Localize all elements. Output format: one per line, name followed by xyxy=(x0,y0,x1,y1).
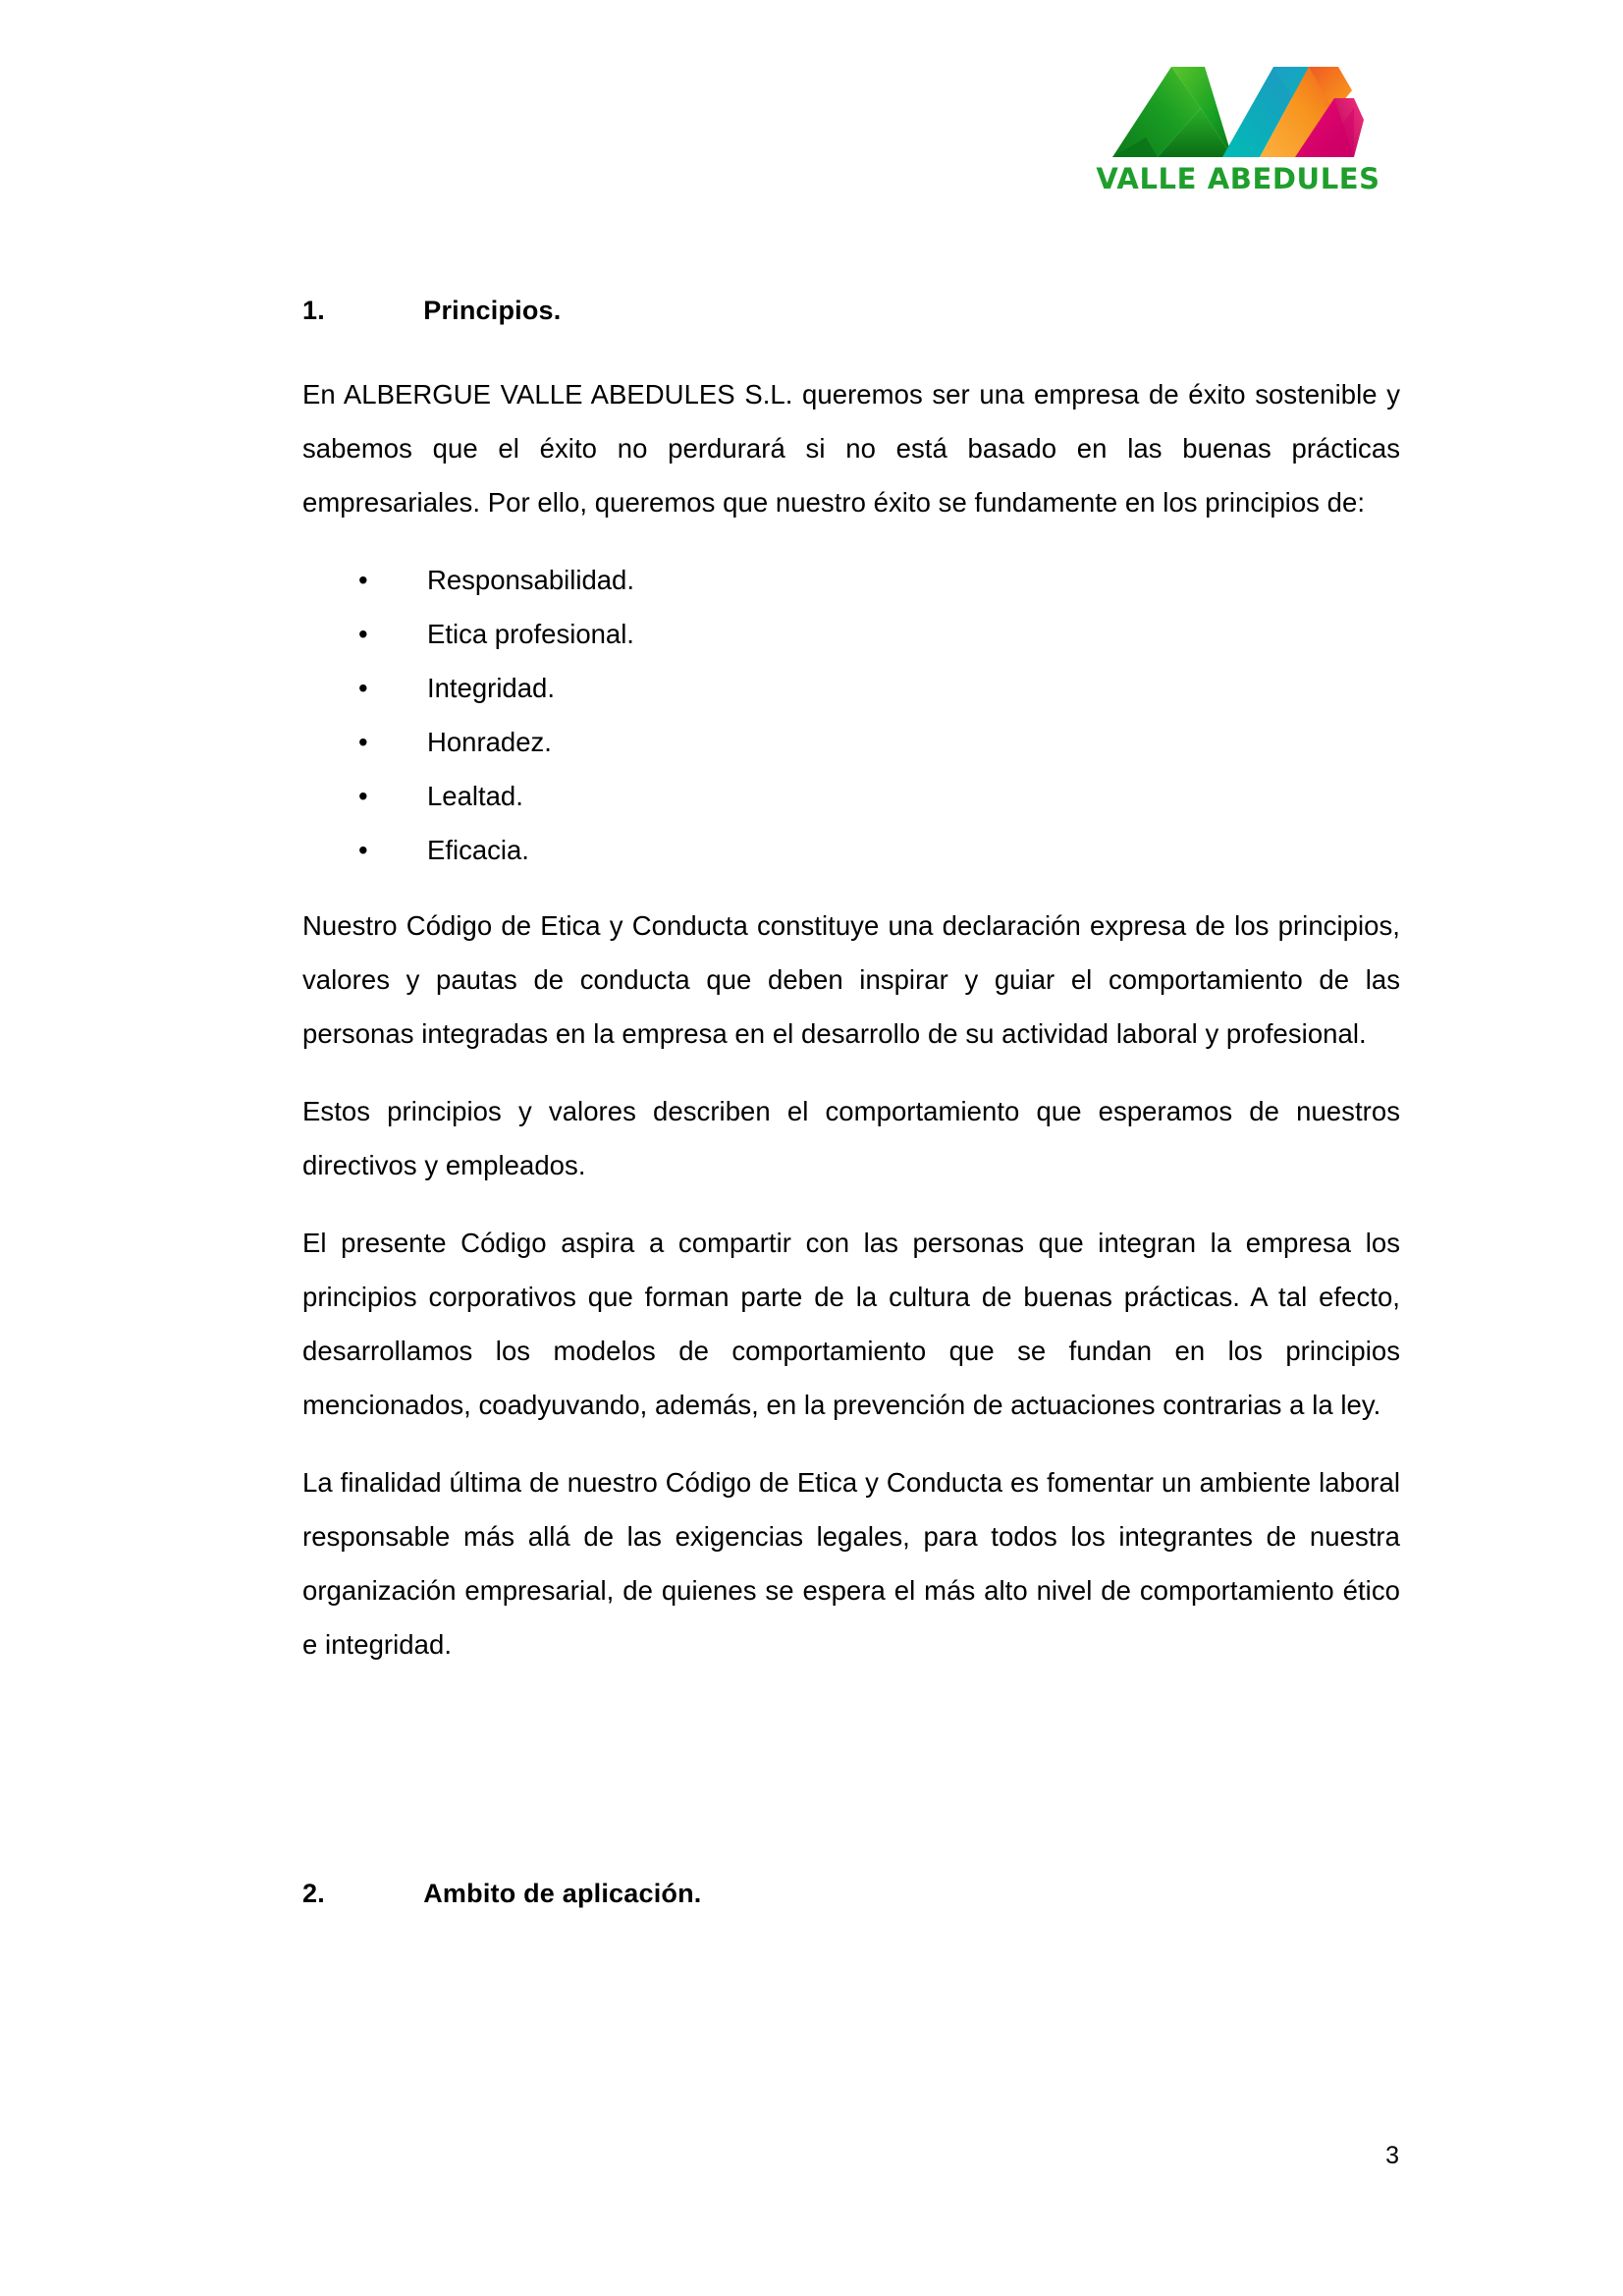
section-1-title: Principios. xyxy=(423,296,562,325)
company-logo xyxy=(1096,47,1380,209)
bullet-icon: • xyxy=(358,618,368,649)
bullet-icon: • xyxy=(358,834,368,865)
paragraph-codigo-declaracion: Nuestro Código de Etica y Conducta constituye una declaración expresa de los principios, valores y pautas de conducta que deben inspirar y guiar el comportamiento de las personas integradas en la empresa en el desarrollo de su actividad laboral y profesional. xyxy=(302,909,1400,1049)
list-item xyxy=(302,553,1400,607)
principles-list xyxy=(302,553,1400,877)
list-item-label: Responsabilidad. xyxy=(427,564,634,595)
section-2-title: Ambito de aplicación. xyxy=(423,1878,702,1908)
page-header xyxy=(0,0,1623,226)
bullet-icon: • xyxy=(358,564,368,595)
section-spacer xyxy=(302,1695,1400,1878)
valle-abedules-mountain-logo-icon xyxy=(1107,47,1370,163)
list-item-label: Etica profesional. xyxy=(427,618,634,649)
list-item xyxy=(302,769,1400,823)
paragraph-principios-valores: Estos principios y valores describen el comportamiento que esperamos de nuestros directivos y empleados. xyxy=(302,1095,1400,1180)
list-item xyxy=(302,823,1400,877)
list-item xyxy=(302,607,1400,661)
section-heading-2 xyxy=(302,1878,1400,1911)
bullet-icon: • xyxy=(358,672,368,703)
bullet-icon: • xyxy=(358,780,368,811)
list-item-label: Integridad. xyxy=(427,672,555,703)
bullet-icon: • xyxy=(358,726,368,757)
logo-wordmark: VALLE ABEDULES xyxy=(1096,162,1380,195)
paragraph-codigo-aspira: El presente Código aspira a compartir con las personas que integran la empresa los principios corporativos que forman parte de la cultura de buenas prácticas. A tal efecto, desarrollamos los modelos de comportamiento que se fundan en los principios mencionados, coadyuvando, además, en la prevención de actuaciones contrarias a la ley. xyxy=(302,1227,1400,1420)
list-item-label: Lealtad. xyxy=(427,780,523,811)
list-item xyxy=(302,715,1400,769)
paragraph-intro: En ALBERGUE VALLE ABEDULES S.L. queremos ser una empresa de éxito sostenible y sabemos que el éxito no perdurará si no está basado en las buenas prácticas empresariales. Por ello, queremos que nuestro éxito se fundamente en los principios de: xyxy=(302,378,1400,518)
list-item-label: Honradez. xyxy=(427,726,552,757)
section-1-number: 1. xyxy=(302,296,325,325)
section-heading-1 xyxy=(302,295,1400,328)
document-body xyxy=(302,295,1400,1911)
paragraph-finalidad-ultima: La finalidad última de nuestro Código de Etica y Conducta es fomentar un ambiente laboral responsable más allá de las exigencias legales, para todos los integrantes de nuestra organización empresarial, de quienes se espera el más alto nivel de comportamiento ético e integridad. xyxy=(302,1466,1400,1660)
section-2-number: 2. xyxy=(302,1878,325,1908)
list-item-label: Eficacia. xyxy=(427,834,529,865)
list-item xyxy=(302,661,1400,715)
page-number: 3 xyxy=(1385,2142,1399,2169)
